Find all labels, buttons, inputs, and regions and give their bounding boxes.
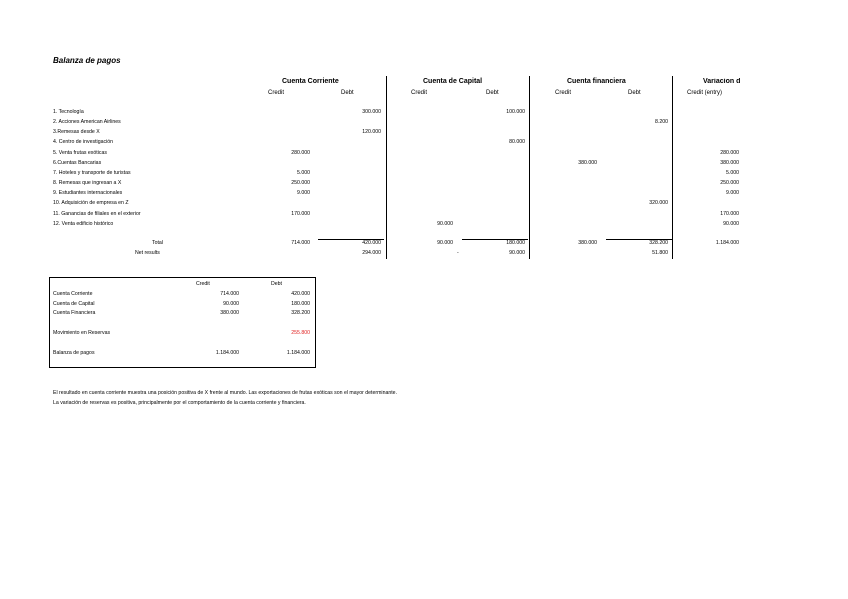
row-value-cc-credit: 250.000 xyxy=(291,180,310,186)
subheader-var-credit-entry: Credit (entry) xyxy=(687,90,723,96)
row-label: 9. Estudiantes internacionales xyxy=(53,190,123,196)
summary-cc-credit: 714.000 xyxy=(220,291,239,297)
summary-credit-header: Credit xyxy=(196,281,210,287)
row-label: 8. Remesas que ingresan a X xyxy=(53,180,122,186)
summary-balanza-label: Balanza de pagos xyxy=(53,350,95,356)
row-label: 7. Hoteles y transporte de turistas xyxy=(53,170,131,176)
row-value-cc-credit: 170.000 xyxy=(291,211,310,217)
row-value-cc-credit: 280.000 xyxy=(291,150,310,156)
divider-cap-fin xyxy=(529,76,530,259)
note-line-2: La variación de reservas es positiva, principalmente por el comportamiento de la cuenta corriente y financiera. xyxy=(53,400,306,406)
summary-balanza-debt: 1.184.000 xyxy=(286,350,310,356)
row-label: 5. Venta frutas exóticas xyxy=(53,150,107,156)
divider-fin-var xyxy=(672,76,673,259)
header-cuenta-corriente: Cuenta Corriente xyxy=(282,78,339,85)
divider-cc-cap xyxy=(386,76,387,259)
summary-label-fin: Cuenta Financiera xyxy=(53,310,96,316)
summary-fin-credit: 380.000 xyxy=(220,310,239,316)
row-value-var: 170.000 xyxy=(720,211,739,217)
summary-reservas-label: Movimiento en Reservas xyxy=(53,330,111,336)
row-value-fin-credit: 380.000 xyxy=(578,160,597,166)
row-value-var: 250.000 xyxy=(720,180,739,186)
total-fin-credit: 380.000 xyxy=(578,240,597,246)
subheader-cc-credit: Credit xyxy=(268,90,285,96)
summary-debt-header: Debt xyxy=(271,281,282,287)
row-label: 11. Ganancias de filiales en el exterior xyxy=(53,211,141,217)
row-value-var: 280.000 xyxy=(720,150,739,156)
row-label: 1. Tecnología xyxy=(53,109,84,115)
subheader-cap-credit: Credit xyxy=(411,90,428,96)
row-value-cap-credit: 90.000 xyxy=(437,221,453,227)
summary-label-cap: Cuenta de Capital xyxy=(53,301,95,307)
row-label: 2. Acciones American Airlines xyxy=(53,119,121,125)
row-value-cap-debt: 100.000 xyxy=(506,109,525,115)
summary-balanza-credit: 1.184.000 xyxy=(215,350,239,356)
row-value-fin-debt: 8.200 xyxy=(655,119,668,125)
total-fin-debt: 328.200 xyxy=(649,240,668,246)
subheader-cap-debt: Debt xyxy=(486,90,499,96)
header-variacion: Variacion d xyxy=(703,78,741,85)
row-value-cap-debt: 80.000 xyxy=(509,139,525,145)
row-label: 6.Cuentas Bancarias xyxy=(53,160,102,166)
row-label: 12. Venta edificio histórico xyxy=(53,221,114,227)
row-value-cc-credit: 5.000 xyxy=(297,170,310,176)
summary-fin-debt: 328.200 xyxy=(291,310,310,316)
net-fin: 51.800 xyxy=(652,250,668,256)
subheader-fin-credit: Credit xyxy=(555,90,572,96)
summary-box xyxy=(49,277,316,368)
summary-cc-debt: 420.000 xyxy=(291,291,310,297)
header-cuenta-financiera: Cuenta financiera xyxy=(567,78,626,85)
total-cc-credit: 714.000 xyxy=(291,240,310,246)
summary-reservas-value: 255.800 xyxy=(291,330,310,336)
summary-cap-credit: 90.000 xyxy=(223,301,239,307)
summary-label-cc: Cuenta Corriente xyxy=(53,291,93,297)
page-title: Balanza de pagos xyxy=(53,56,121,65)
row-value-cc-credit: 9.000 xyxy=(297,190,310,196)
row-value-cc-debt: 120.000 xyxy=(362,129,381,135)
net-cc: 294.000 xyxy=(362,250,381,256)
total-cap-debt: 180.000 xyxy=(506,240,525,246)
note-line-1: El resultado en cuenta corriente muestra una posición positiva de X frente al mundo. Las exportaciones de frutas exóticas son el mayor determinante. xyxy=(53,390,398,396)
total-cap-credit: 90.000 xyxy=(437,240,453,246)
row-value-var: 380.000 xyxy=(720,160,739,166)
subheader-fin-debt: Debt xyxy=(628,90,641,96)
row-label: 10. Adquisición de empresa en Z xyxy=(53,200,129,206)
row-value-var: 5.000 xyxy=(726,170,739,176)
row-value-cc-debt: 300.000 xyxy=(362,109,381,115)
subheader-cc-debt: Debt xyxy=(341,90,354,96)
total-label: Total xyxy=(152,240,163,246)
total-cc-debt: 420.000 xyxy=(362,240,381,246)
header-cuenta-capital: Cuenta de Capital xyxy=(423,78,483,85)
net-results-label: Net results xyxy=(135,250,160,256)
row-value-var: 9.000 xyxy=(726,190,739,196)
net-cap-dash: - xyxy=(457,250,459,256)
total-var: 1.184.000 xyxy=(715,240,739,246)
row-label: 3.Remesas desde X xyxy=(53,129,100,135)
net-cap: 90.000 xyxy=(509,250,525,256)
row-value-var: 90.000 xyxy=(723,221,739,227)
row-value-fin-debt: 320.000 xyxy=(649,200,668,206)
row-label: 4. Centro de investigación xyxy=(53,139,113,145)
summary-cap-debt: 180.000 xyxy=(291,301,310,307)
